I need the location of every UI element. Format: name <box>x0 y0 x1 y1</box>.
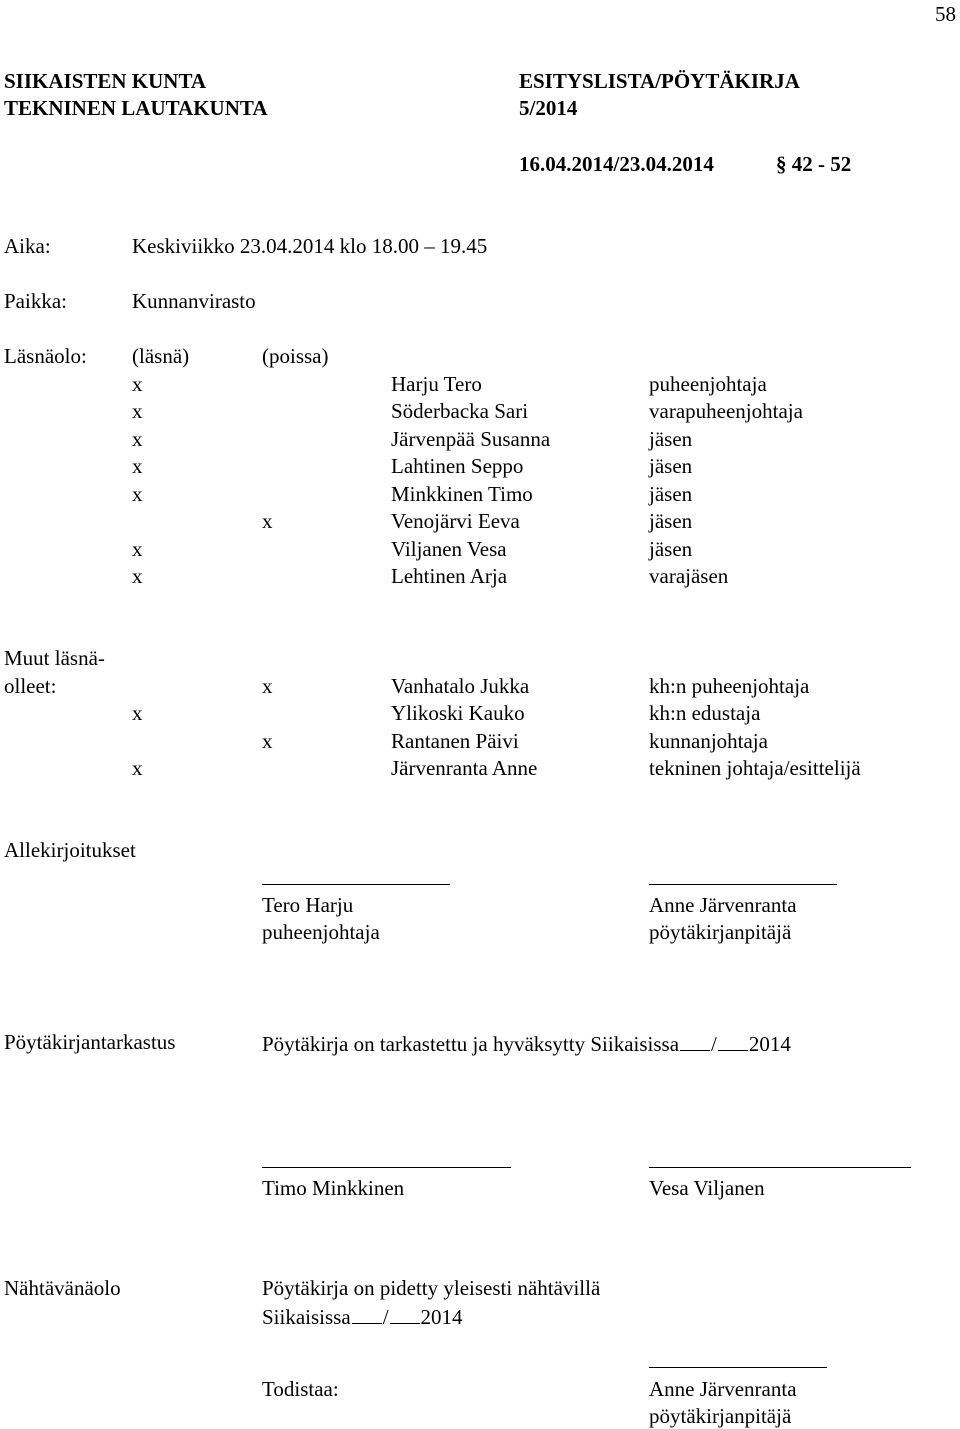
present-mark: x <box>132 454 143 478</box>
member-name: Minkkinen Timo <box>391 482 533 506</box>
absent-header: (poissa) <box>262 344 329 368</box>
member-role: kh:n puheenjohtaja <box>649 674 810 698</box>
others-label-line1: Muut läsnä- <box>4 646 105 670</box>
signature-line-right <box>649 884 837 885</box>
member-name: Harju Tero <box>391 372 482 396</box>
header-sections: § 42 - 52 <box>776 152 852 176</box>
review-year: 2014 <box>748 1032 791 1056</box>
attest-label: Todistaa: <box>262 1377 339 1401</box>
member-role: kh:n edustaja <box>649 701 761 725</box>
present-mark: x <box>132 399 143 423</box>
member-name: Rantanen Päivi <box>391 729 519 753</box>
present-mark: x <box>132 372 143 396</box>
member-role: jäsen <box>649 537 693 561</box>
month-blank <box>390 1305 420 1324</box>
member-name: Vanhatalo Jukka <box>391 674 530 698</box>
member-name: Lahtinen Seppo <box>391 454 524 478</box>
reviewer-line-left <box>262 1167 511 1168</box>
signatures-label: Allekirjoitukset <box>4 838 136 862</box>
member-role: jäsen <box>649 454 693 478</box>
member-name: Viljanen Vesa <box>391 537 507 561</box>
member-name: Venojärvi Eeva <box>391 509 520 533</box>
time-label: Aika: <box>4 234 51 258</box>
member-role: kunnanjohtaja <box>649 729 768 753</box>
member-role: varajäsen <box>649 564 729 588</box>
date-separator: / <box>711 1032 717 1056</box>
review-statement <box>262 1032 791 1055</box>
header-dates: 16.04.2014/23.04.2014 <box>519 152 714 176</box>
present-mark: x <box>132 427 143 451</box>
display-text-line2 <box>262 1305 463 1328</box>
present-mark: x <box>132 701 143 725</box>
day-blank <box>680 1032 710 1051</box>
signer-right-name: Anne Järvenranta <box>649 893 797 917</box>
absent-mark: x <box>262 729 273 753</box>
display-label: Nähtävänäolo <box>4 1276 121 1300</box>
member-role: puheenjohtaja <box>649 372 767 396</box>
display-text-line1: Pöytäkirja on pidetty yleisesti nähtävillä <box>262 1276 601 1300</box>
signer-right-role: pöytäkirjanpitäjä <box>649 920 792 944</box>
header-board: TEKNINEN LAUTAKUNTA <box>4 96 268 120</box>
time-value: Keskiviikko 23.04.2014 klo 18.00 – 19.45 <box>132 234 488 258</box>
member-name: Lehtinen Arja <box>391 564 508 588</box>
month-blank <box>718 1032 748 1051</box>
present-header: (läsnä) <box>132 344 190 368</box>
member-role: jäsen <box>649 482 693 506</box>
header-org: SIIKAISTEN KUNTA <box>4 69 207 93</box>
member-role: tekninen johtaja/esittelijä <box>649 756 861 780</box>
member-name: Järvenranta Anne <box>391 756 538 780</box>
member-role: varapuheenjohtaja <box>649 399 803 423</box>
member-role: jäsen <box>649 427 693 451</box>
review-label: Pöytäkirjantarkastus <box>4 1030 176 1054</box>
absent-mark: x <box>262 674 273 698</box>
header-doc-type: ESITYSLISTA/PÖYTÄKIRJA <box>519 69 800 93</box>
signer-left-name: Tero Harju <box>262 893 354 917</box>
header-doc-number: 5/2014 <box>519 96 578 120</box>
display-place: Siikaisissa <box>262 1305 351 1329</box>
member-name: Ylikoski Kauko <box>391 701 525 725</box>
place-label: Paikka: <box>4 289 67 313</box>
member-name: Järvenpää Susanna <box>391 427 551 451</box>
absent-mark: x <box>262 509 273 533</box>
page-number: 58 <box>935 2 956 26</box>
attest-role: pöytäkirjanpitäjä <box>649 1404 792 1428</box>
others-label-line2: olleet: <box>4 674 57 698</box>
attest-name: Anne Järvenranta <box>649 1377 797 1401</box>
reviewer-line-right <box>649 1167 911 1168</box>
attest-line <box>649 1367 827 1368</box>
signature-line-left <box>262 884 450 885</box>
reviewer-left-name: Timo Minkkinen <box>262 1176 405 1200</box>
signer-left-role: puheenjohtaja <box>262 920 380 944</box>
review-text: Pöytäkirja on tarkastettu ja hyväksytty Siikaisissa <box>262 1032 680 1056</box>
date-separator: / <box>382 1305 389 1329</box>
member-name: Söderbacka Sari <box>391 399 529 423</box>
present-mark: x <box>132 564 143 588</box>
present-mark: x <box>132 537 143 561</box>
display-year: 2014 <box>420 1305 463 1329</box>
member-role: jäsen <box>649 509 693 533</box>
attendance-label: Läsnäolo: <box>4 344 87 368</box>
reviewer-right-name: Vesa Viljanen <box>649 1176 765 1200</box>
place-value: Kunnanvirasto <box>132 289 256 313</box>
day-blank <box>352 1305 382 1324</box>
present-mark: x <box>132 756 143 780</box>
present-mark: x <box>132 482 143 506</box>
